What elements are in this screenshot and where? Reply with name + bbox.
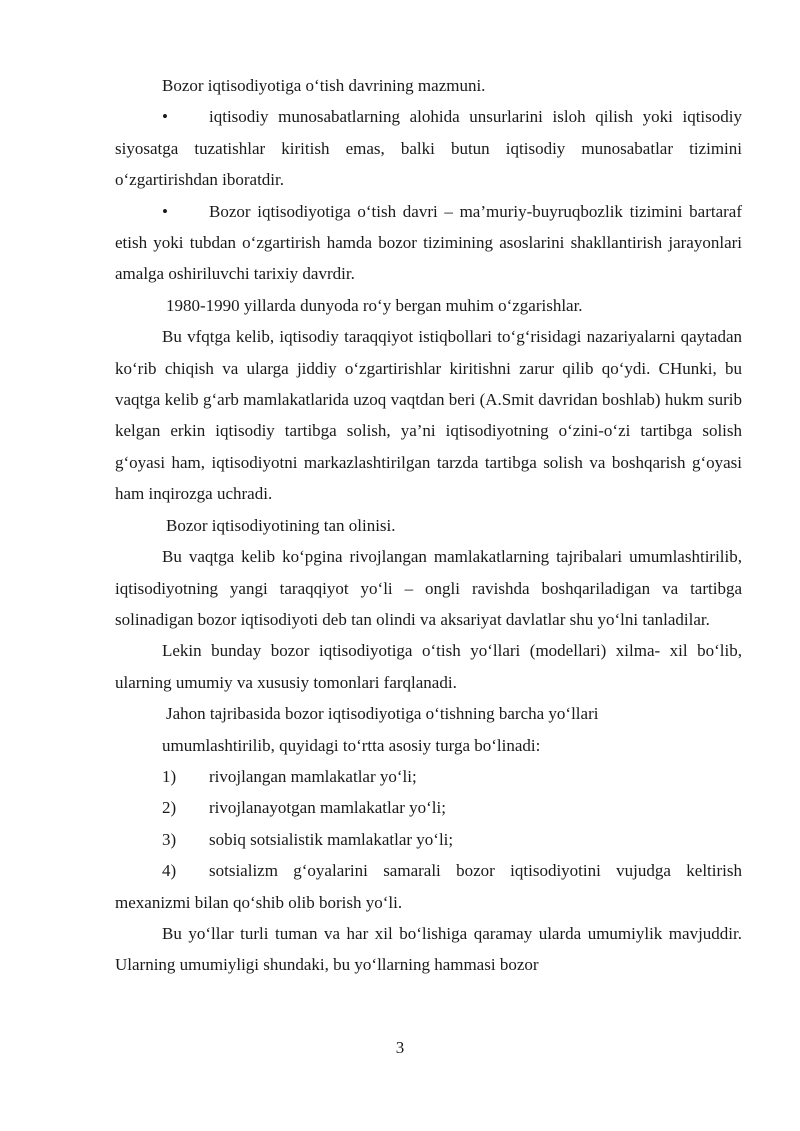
list-item [115,855,742,918]
list-item [115,792,742,823]
page-number: 3 [395,1038,405,1057]
list-number: 4) [162,861,177,881]
bullet-marker: • [162,107,168,127]
heading-recognition: Bozor iqtisodiyotining tan olinisi. [166,515,396,535]
bullet-marker: • [162,201,168,221]
list-text: sobiq sotsialistik mamlakatlar yoʻli; [209,829,454,849]
paragraph-models: Lekin bunday bozor iqtisodiyotiga oʻtish yoʻllari (modellari) xilma- xil boʻlib, ularning umumiy va xususiy tomonlari farqlanadi. [115,641,742,692]
list-number: 3) [162,829,177,849]
heading-world-changes: 1980-1990 yillarda dunyoda roʻy bergan muhim oʻzgarishlar. [166,295,583,315]
list-item [115,761,742,792]
paragraph-theories: Bu vfqtga kelib, iqtisodiy taraqqiyot istiqbollari toʻgʻrisidagi nazariyalarni qaytadan koʻrib chiqish va ularga jiddiy oʻzgartirishlar kiritishni zarur qilib qoʻydi. CHunki, bu vaqtga kelib gʻarb mamlakatlarida uzoq vaqtdan beri (A.Smit davridan boshlab) hukm surib kelgan erkin iqtisodiy tartibga solish, ya’ni iqtisodiyotning oʻzini-oʻzi tartibga solish gʻoyasi ham, iqtisodiyotni markazlashtirilgan tarzda tartibga solish va boshqarish gʻoyasi ham inqirozga uchradi. [115,327,742,504]
bullet-item [115,196,742,290]
bullet-text: iqtisodiy munosabatlarning alohida unsurlarini isloh qilish yoki iqtisodiy siyosatga tuzatishlar kiritish emas, balki butun iqtisodiy munosabatlar tizimini oʻzgartirishdan iboratdir. [115,107,742,190]
list-item [115,824,742,855]
list-text: rivojlanayotgan mamlakatlar yoʻli; [209,798,446,818]
bullet-text: Bozor iqtisodiyotiga oʻtish davri – ma’muriy-buyruqbozlik tizimini bartaraf etish yoki tubdan oʻzgartirish hamda bozor tizimining asoslarini shakllantirish jarayonlari amalga oshiriluvchi tarixiy davrdir. [115,201,742,284]
intro-line: umumlashtirilib, quyidagi toʻrtta asosiy turga boʻlinadi: [162,735,541,755]
intro-line: Jahon tajribasida bozor iqtisodiyotiga oʻtishning barcha yoʻllari [166,704,599,724]
list-number: 2) [162,798,177,818]
list-text: rivojlangan mamlakatlar yoʻli; [209,766,417,786]
paragraph-commonality: Bu yoʻllar turli tuman va har xil boʻlishiga qaramay ularda umumiylik mavjuddir. Ularning umumiyligi shundaki, bu yoʻllarning hammasi bozor [115,923,742,975]
list-text: sotsializm gʻoyalarini samarali bozor iqtisodiyotini vujudga keltirish mexanizmi bilan qoʻshib olib borish yoʻli. [115,861,742,912]
paragraph-recognition: Bu vaqtga kelib koʻpgina rivojlangan mamlakatlarning tajribalari umumlashtirilib, iqtisodiyotning yangi taraqqiyot yoʻli – ongli ravishda boshqariladigan va tartibga solinadigan bozor iqtisodiyoti deb tan olindi va aksariyat davlatlar shu yoʻlni tanladilar. [115,547,742,629]
list-number: 1) [162,766,177,786]
heading-transition-essence: Bozor iqtisodiyotiga oʻtish davrining mazmuni. [162,76,486,95]
bullet-item [115,101,742,195]
